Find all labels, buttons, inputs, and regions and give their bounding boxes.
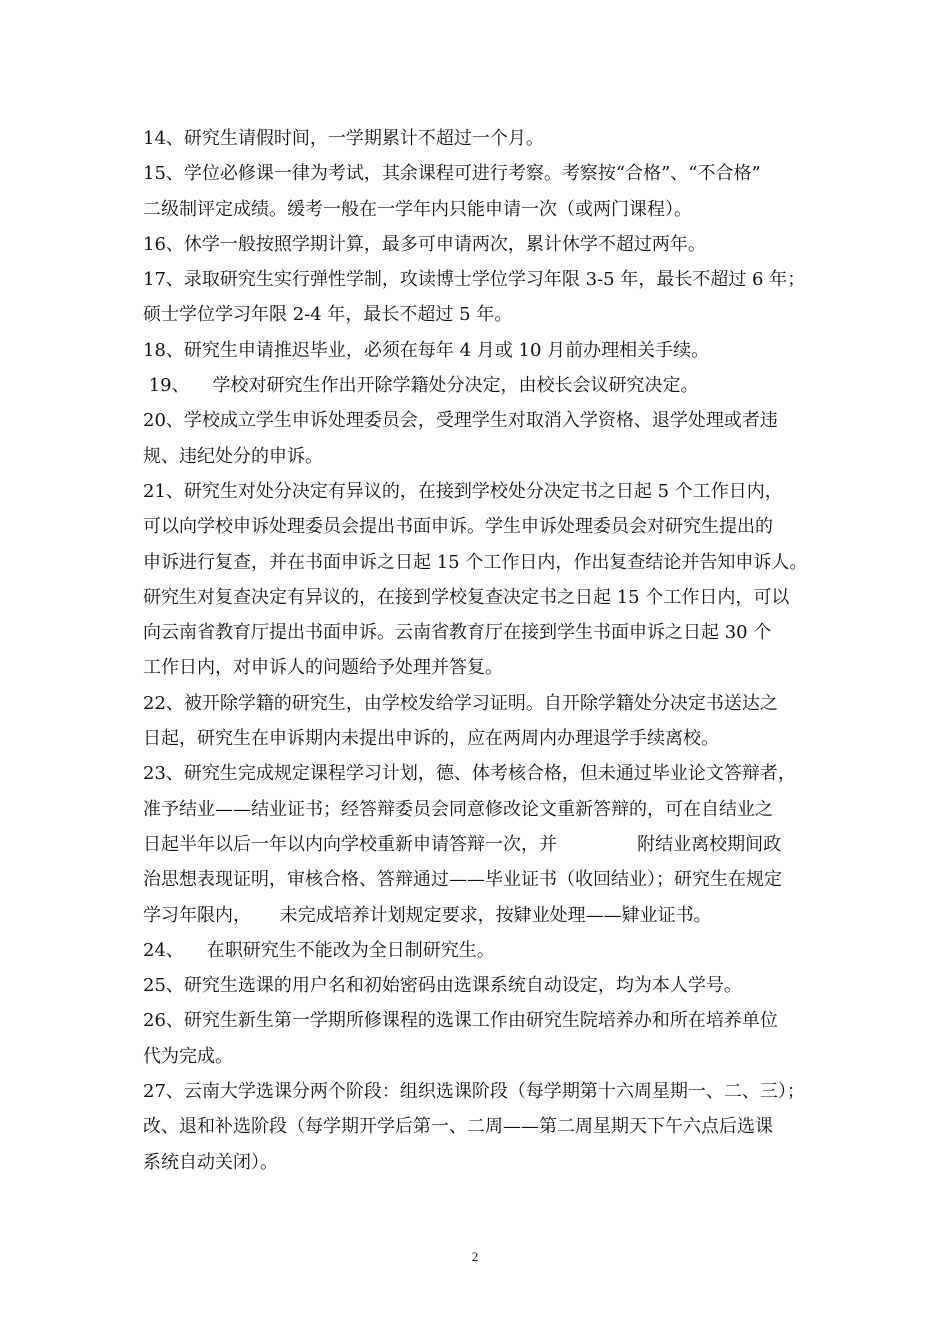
text-line: 15、学位必修课一律为考试，其余课程可进行考察。考察按“合格”、“不合格” bbox=[143, 163, 761, 185]
text-line: 向云南省教育厅提出书面申诉。云南省教育厅在接到学生书面申诉之日起 30 个 bbox=[143, 622, 772, 644]
text-line: 代为完成。 bbox=[143, 1045, 233, 1067]
text-line: 规、违纪处分的申诉。 bbox=[143, 445, 323, 467]
text-line: 硕士学位学习年限 2-4 年，最长不超过 5 年。 bbox=[143, 304, 513, 326]
text-line: 14、研究生请假时间，一学期累计不超过一个月。 bbox=[143, 128, 544, 149]
text-line: 系统自动关闭）。 bbox=[143, 1151, 278, 1173]
text-line: 治思想表现证明，审核合格、答辩通过——毕业证书（收回结业）；研究生在规定 bbox=[143, 869, 782, 891]
text-line: 改、退和补选阶段（每学期开学后第一、二周——第二周星期天下午六点后选课 bbox=[143, 1116, 773, 1138]
page-number: 2 bbox=[471, 1249, 479, 1264]
text-line: 准予结业——结业证书；经答辩委员会同意修改论文重新答辩的，可在自结业之 bbox=[143, 798, 773, 820]
text-line: 24、 在职研究生不能改为全日制研究生。 bbox=[143, 939, 495, 961]
text-line: 19、 学校对研究生作出开除学籍处分决定，由校长会议研究决定。 bbox=[143, 375, 699, 397]
document-body bbox=[143, 121, 813, 1180]
text-line: 日起，研究生在申诉期内未提出申诉的，应在两周内办理退学手续离校。 bbox=[143, 728, 719, 750]
text-line: 日起半年以后一年以内向学校重新申请答辩一次，并 附结业离校期间政 bbox=[143, 833, 782, 855]
text-line: 20、学校成立学生申诉处理委员会，受理学生对取消入学资格、退学处理或者违 bbox=[143, 410, 778, 432]
text-line: 工作日内，对申诉人的问题给予处理并答复。 bbox=[143, 657, 503, 679]
text-line: 二级制评定成绩。缓考一般在一学年内只能申请一次（或两门课程）。 bbox=[143, 198, 692, 220]
text-line: 25、研究生选课的用户名和初始密码由选课系统自动设定，均为本人学号。 bbox=[143, 975, 742, 997]
text-line: 研究生对复查决定有异议的，在接到学校复查决定书之日起 15 个工作日内，可以 bbox=[143, 586, 790, 608]
text-line: 27、云南大学选课分两个阶段：组织选课阶段（每学期第十六周星期一、二、三）； bbox=[143, 1081, 805, 1103]
text-line: 17、录取研究生实行弹性学制，攻读博士学位学习年限 3-5 年，最长不超过 6 年； bbox=[143, 269, 806, 291]
text-line: 21、研究生对处分决定有异议的，在接到学校处分决定书之日起 5 个工作日内， bbox=[143, 480, 783, 502]
text-line: 学习年限内， 未完成培养计划规定要求，按肄业处理——肄业证书。 bbox=[143, 904, 712, 926]
text-line: 22、被开除学籍的研究生，由学校发给学习证明。自开除学籍处分决定书送达之 bbox=[143, 692, 778, 714]
text-line: 申诉进行复查，并在书面申诉之日起 15 个工作日内，作出复查结论并告知申诉人。 bbox=[143, 551, 808, 573]
text-line: 26、研究生新生第一学期所修课程的选课工作由研究生院培养办和所在培养单位 bbox=[143, 1010, 778, 1032]
text-line: 16、休学一般按照学期计算，最多可申请两次，累计休学不超过两年。 bbox=[143, 233, 706, 255]
text-line: 23、研究生完成规定课程学习计划，德、体考核合格，但未通过毕业论文答辩者， bbox=[143, 763, 796, 785]
text-line: 18、研究生申请推迟毕业，必须在每年 4 月或 10 月前办理相关手续。 bbox=[143, 339, 710, 361]
text-line: 可以向学校申诉处理委员会提出书面申诉。学生申诉处理委员会对研究生提出的 bbox=[143, 516, 773, 538]
